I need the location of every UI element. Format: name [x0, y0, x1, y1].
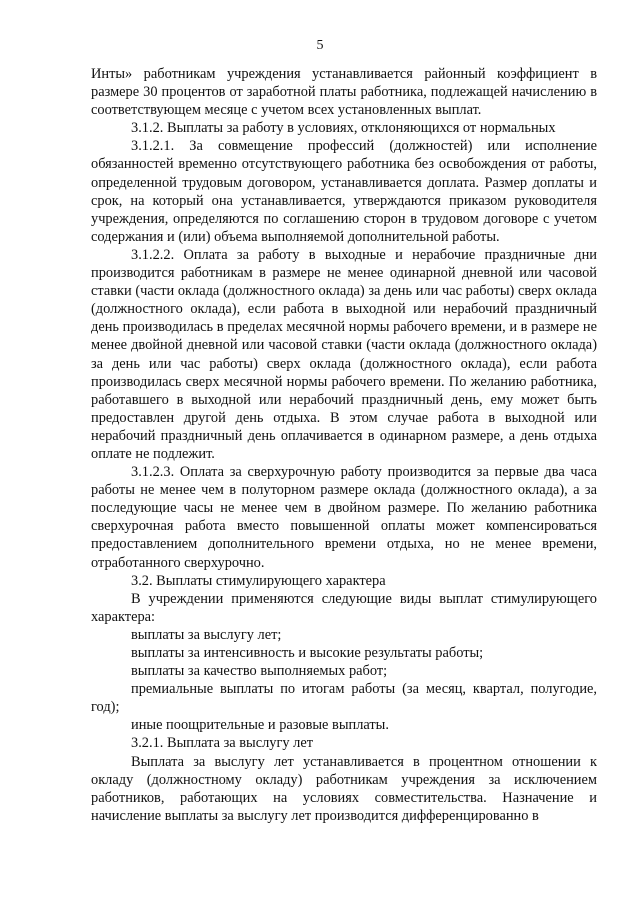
paragraph: 3.2. Выплаты стимулирующего характера — [131, 572, 386, 589]
body-text — [91, 65, 597, 825]
paragraph: 3.1.2.2. Оплата за работу в выходные и нерабочие праздничные дни производится работникам в размере не менее одинарной дневной или часовой ставки (части оклада (должностного оклада) за день или час работы) сверх оклада (должностного оклада), если работа в выходной или нерабочий праздничный день производилась в пределах месячной нормы рабочего времени, и в размере не менее двойной дневной или часовой ставки (части оклада (должностного оклада) за день или час работы) сверх оклада (должностного оклада), если работа производилась сверх месячной нормы рабочего времени. По желанию работника, работавшего в выходной или нерабочий праздничный день, ему может быть предоставлен другой день отдыха. В этом случае работа в выходной или нерабочий праздничный день оплачивается в одинарном размере, а день отдыха оплате не подлежит. — [91, 246, 597, 462]
paragraph: В учреждении применяются следующие виды выплат стимулирующего характера: — [91, 590, 597, 625]
paragraph: 3.1.2.3. Оплата за сверхурочную работу производится за первые два часа работы не менее чем в полуторном размере оклада (должностного оклада), а за последующие часы не менее чем в двойном размере. По желанию работника сверхурочная работа вместо повышенной оплаты может компенсироваться предоставлением дополнительного времени отдыха, но не менее времени, отработанного сверхурочно. — [91, 464, 597, 571]
paragraph: 3.1.2. Выплаты за работу в условиях, отклоняющихся от нормальных — [131, 120, 556, 137]
paragraph: выплаты за выслугу лет; — [131, 626, 282, 643]
paragraph: Выплата за выслугу лет устанавливается в процентном отношении к окладу (должностному окладу) работникам учреждения за исключением работников, работающих на условиях совместительства. Назначение и начисление выплаты за выслугу лет производится дифференцированно в — [91, 753, 597, 824]
paragraph: Инты» работникам учреждения устанавливается районный коэффициент в размере 30 процентов от заработной платы работника, подлежащей начислению в соответствующем месяце с учетом всех установленных выплат. — [91, 66, 597, 119]
paragraph: 3.2.1. Выплата за выслугу лет — [131, 735, 314, 752]
paragraph: 3.1.2.1. За совмещение профессий (должностей) или исполнение обязанностей временно отсутствующего работника без освобождения от работы, определенной трудовым договором, устанавливается доплата. Размер доплаты и срок, на который она устанавливается, утверждаются приказом руководителя учреждения, определяются по соглашению сторон в трудовом договоре с учетом содержания и (или) объема выполняемой дополнительной работы. — [91, 138, 597, 245]
paragraph: выплаты за интенсивность и высокие результаты работы; — [131, 645, 484, 661]
page-number: 5 — [316, 38, 324, 53]
paragraph: выплаты за качество выполняемых работ; — [131, 663, 388, 680]
paragraph: иные поощрительные и разовые выплаты. — [131, 717, 389, 734]
paragraph: премиальные выплаты по итогам работы (за месяц, квартал, полугодие, год); — [91, 681, 597, 716]
